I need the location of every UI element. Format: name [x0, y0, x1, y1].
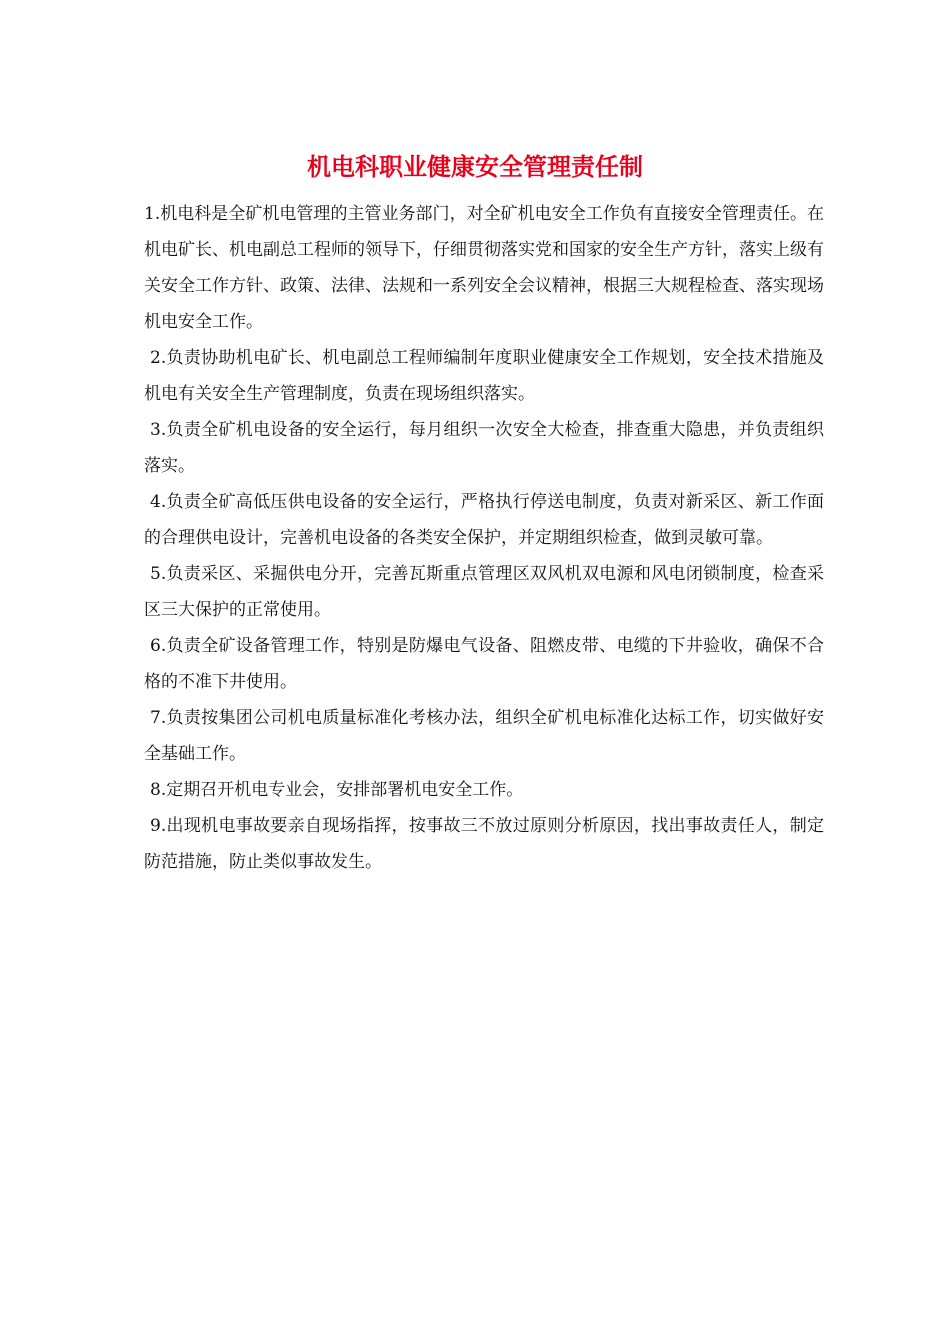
clause-7: 7.负责按集团公司机电质量标准化考核办法，组织全矿机电标准化达标工作，切实做好安全基础工作。	[144, 708, 824, 764]
clause-5: 5.负责采区、采掘供电分开，完善瓦斯重点管理区双风机双电源和风电闭锁制度，检查采区三大保护的正常使用。	[144, 564, 824, 620]
clause-3: 3.负责全矿机电设备的安全运行，每月组织一次安全大检查，排查重大隐患，并负责组织落实。	[144, 420, 824, 476]
clause-9: 9.出现机电事故要亲自现场指挥，按事故三不放过原则分析原因，找出事故责任人，制定防范措施，防止类似事故发生。	[144, 816, 824, 872]
clause-8: 8.定期召开机电专业会，安排部署机电安全工作。	[150, 780, 524, 800]
clause-2: 2.负责协助机电矿长、机电副总工程师编制年度职业健康安全工作规划，安全技术措施及机电有关安全生产管理制度，负责在现场组织落实。	[144, 348, 824, 404]
document-body	[144, 196, 824, 880]
clause-1: 1.机电科是全矿机电管理的主管业务部门，对全矿机电安全工作负有直接安全管理责任。在机电矿长、机电副总工程师的领导下，仔细贯彻落实党和国家的安全生产方针，落实上级有关安全工作方针、政策、法律、法规和一系列安全会议精神，根据三大规程检查、落实现场机电安全工作。	[144, 204, 824, 332]
clause-6: 6.负责全矿设备管理工作，特别是防爆电气设备、阻燃皮带、电缆的下井验收，确保不合格的不准下井使用。	[144, 636, 824, 692]
document-title: 机电科职业健康安全管理责任制	[307, 152, 643, 181]
clause-4: 4.负责全矿高低压供电设备的安全运行，严格执行停送电制度，负责对新采区、新工作面的合理供电设计，完善机电设备的各类安全保护，并定期组织检查，做到灵敏可靠。	[144, 492, 824, 548]
